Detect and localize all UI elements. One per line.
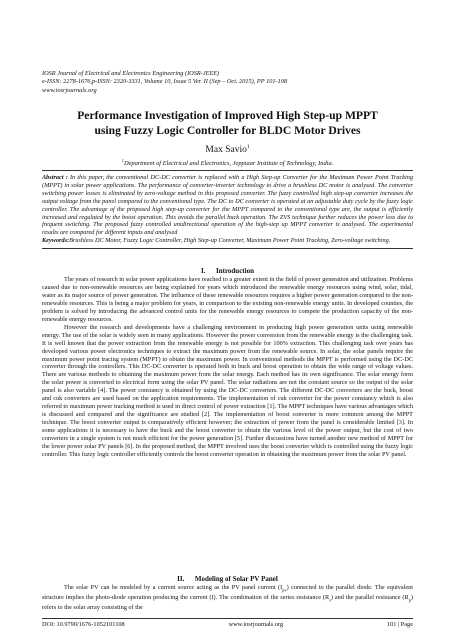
section-2-text-d: ) refers to the solar array consisting of the — [42, 594, 413, 612]
section-2-paragraph-1 — [42, 584, 413, 612]
paper-title — [42, 109, 413, 138]
section-2-heading: II. Modeling of Solar PV Panel — [177, 575, 278, 583]
abstract-box — [42, 170, 413, 249]
title-line-1: Performance Investigation of Improved High Step-up MPPT — [77, 109, 378, 122]
section-2-text-a: The solar PV can be modeled by a current source acting as the PV panel current (I — [64, 584, 283, 591]
abstract-text: In this paper, the conventional DC-DC converter is replaced with a High Step-up Converter for the Maximum Power Point Tracking (MPPT) in solar power applications. The performance of converter-inverter technology to drive a brushless DC motor is analysed. The converter switching power losses is eliminated by zero-voltage method in this proposed converter. The fuzzy controlled high step-up converter increases the output voltage from the panel compared to the conventional type. The DC to DC converter is operated at an adjustable duty cycle by the fuzzy logic controller. The advantage of the proposed high step-up converter for the MPPT compared to the conventional type are, the output is efficiently increased and regulated by the boost operation. This avoids the parallel buck operation. The ZVS technique further reduces the power loss due to frequent switching. The proposed fuzzy controlled unidirectional operation of the high-step up MPPT converter is analysed. The experimental results are compared for different inputs and analysed — [42, 174, 413, 237]
sub-p: p — [408, 597, 411, 603]
affiliation-sup: 1 — [121, 158, 124, 163]
keywords-text: Brushless DC Motor, Fuzzy Logic Controller, High Step-up Converter, Maximum Power Point Tracking, Zero-voltage switching. — [69, 237, 391, 245]
author-sup: 1 — [246, 144, 250, 150]
footer-page: 101 | Page — [386, 621, 413, 628]
author-name — [42, 144, 413, 155]
journal-site: www.iosrjournals.org — [42, 86, 97, 94]
keywords — [42, 237, 413, 245]
section-1-paragraph-2: However the research and developments have a challenging environment in producing high power generation units using renewable energy. The use of the solar is widely seen in many applications. However the power conversion from the renewable energy is the challenging task. It is well known that the power extraction from the renewable energy is not possible for 100% extraction. This challenging task over years has developed various power electronics techniques to extract the maximum power from the renewable source. In solar, the solar panels require the maximum power point tracing system (MPPT) to obtain the maximum power. In conventional methods the MPPT is performed using the DC-DC converter through the controllers. This DC-DC converter is operated both in buck and boost operation to obtain the wide range of voltage values. There are various methods to obtaining the maximum power from the solar energy. Each method has its own significance. The solar energy form the solar power is converted to electrical form using the solar PV panel. The solar radiations are not the constant source so the output of the solar panel is also variable [4]. The power constancy is obtained by using the DC-DC converters. The different DC-DC converters are the buck, boost and cuk converters are used based on the application requirements. The implementation of cuk converter for the power constancy which is also referred to maximum power tracking method is used in direct control of power extraction [1]. The MPPT techniques have various advantages which is discussed and compared and the significance are studied [2]. The implementation of boost converter is more common among the MPPT technique. The boost converter output is comparatively efficient however; the extraction of power from the panel is considerable limited [3]. In some applications it is necessary to have the buck and the boost converter to obtain the various level of the power output, but the cost of two converters in a single system is not much efficient for the power generation [5]. Further discussions have turned another new method of MPPT for the lower power solar PV panels [6]. In the proposed method, the MPPT involved uses the boost converter which is controlled using the fuzzy logic controller. This fuzzy logic controller efficiently controls the boost converter operation in obtaining the maximum power from the solar PV panel. — [42, 323, 413, 458]
affiliation-text: Department of Electrical and Electronics, Jeppiaar Institute of Technology, India. — [123, 160, 334, 168]
abstract-label: Abstract : — [42, 174, 68, 181]
author-text: Max Savio — [205, 145, 247, 156]
abstract — [42, 174, 413, 237]
footer-doi: DOI: 10.9790/1676-1052101108 — [42, 621, 125, 628]
section-2-text-b: ) connected to the parallel diode. The equivalent structure implies the photo-diode operation producing the current (I). The combination of the series resistance (R — [42, 584, 413, 602]
sub-pv: pv — [282, 587, 287, 593]
journal-issn: e-ISSN: 2278-1676,p-ISSN: 2320-3331, Volume 10, Issue 5 Ver. II (Sep – Oct. 2015), PP 101-108 — [42, 78, 288, 86]
page-footer — [42, 618, 413, 628]
section-1-body — [42, 276, 413, 459]
affiliation — [42, 158, 413, 167]
footer-site: www.iosrjournals.org — [228, 621, 283, 628]
title-line-2: using Fuzzy Logic Controller for BLDC Motor Drives — [94, 123, 361, 137]
journal-name: IOSR Journal of Electrical and Electronics Engineering (IOSR-JEEE) — [42, 70, 220, 77]
section-2-body — [42, 584, 413, 612]
journal-header — [42, 70, 413, 95]
section-1-paragraph-1: The years of research in solar power applications have reached to a greater extent in the field of power generation and utilization. Problems caused due to non-renewable resources are being explained for years which introduced the renewable energy resources using wind, solar, tidal, water as its major source of power generation. The influence of these renewable resources requires a higher power generation compared to the non-renewable resources. This is being a major problem for years, in comparison to the existing non-renewable energy units. In developed counties, the problem is solved by introducing the advanced control units for the renewable energy resources to compete the production capacity of the non-renewable energy resources. — [42, 276, 413, 323]
section-1-heading: I. Introduction — [201, 267, 254, 275]
section-2-text-c: ) and the parallel resistance (R — [330, 594, 409, 602]
sub-s: s — [329, 597, 331, 603]
keywords-label: Keywords: — [42, 237, 70, 245]
